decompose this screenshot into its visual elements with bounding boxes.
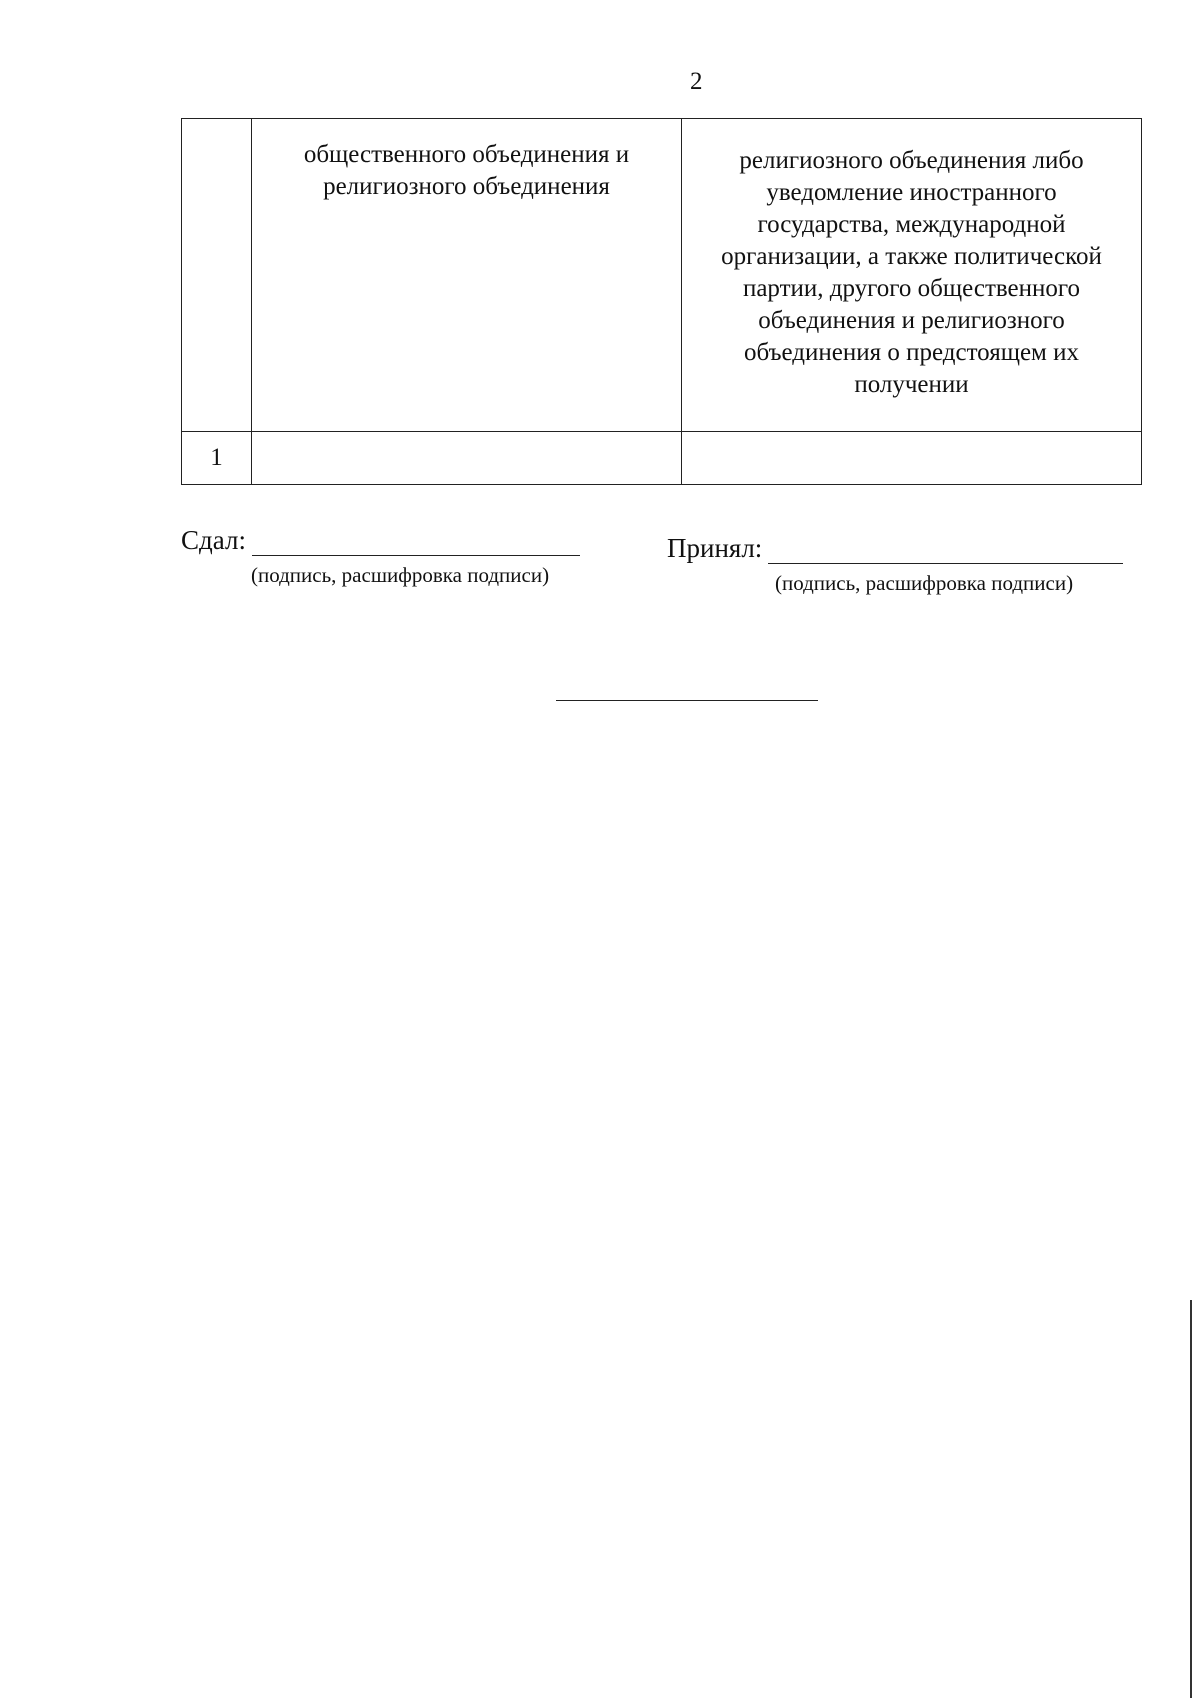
row-right-cell <box>682 432 1142 485</box>
header-middle-line: религиозного объединения <box>323 173 610 200</box>
scan-edge-line <box>1190 1300 1192 1698</box>
end-divider <box>556 700 818 701</box>
header-right-line: уведомление иностранного <box>766 179 1057 206</box>
handed-signature <box>181 525 580 556</box>
table-header-row <box>182 119 1142 432</box>
handed-label: Сдал: <box>181 525 246 555</box>
received-label: Принял: <box>667 533 763 563</box>
header-right-line: объединения о предстоящем их <box>744 339 1079 366</box>
header-right-line: получении <box>854 371 969 398</box>
header-cell-right <box>682 119 1142 432</box>
header-cell-middle <box>252 119 682 432</box>
page-number: 2 <box>690 68 703 95</box>
register-table <box>181 118 1142 485</box>
header-right-line: партии, другого общественного <box>742 275 1081 302</box>
row-number-cell: 1 <box>182 432 252 485</box>
row-middle-cell <box>252 432 682 485</box>
received-signature <box>667 533 1123 564</box>
handed-signature-hint: (подпись, расшифровка подписи) <box>251 563 550 587</box>
header-right-line: объединения и религиозного <box>758 307 1065 334</box>
header-right-line: религиозного объединения либо <box>739 147 1084 174</box>
table-row <box>182 432 1142 485</box>
header-cell-number <box>182 119 252 432</box>
handed-signature-line[interactable] <box>252 531 580 556</box>
received-signature-hint: (подпись, расшифровка подписи) <box>775 571 1074 595</box>
received-signature-line[interactable] <box>768 539 1123 564</box>
header-right-line: организации, а также политической <box>721 243 1102 270</box>
header-middle-line: общественного объединения и <box>303 141 630 168</box>
header-right-line: государства, международной <box>757 211 1066 238</box>
